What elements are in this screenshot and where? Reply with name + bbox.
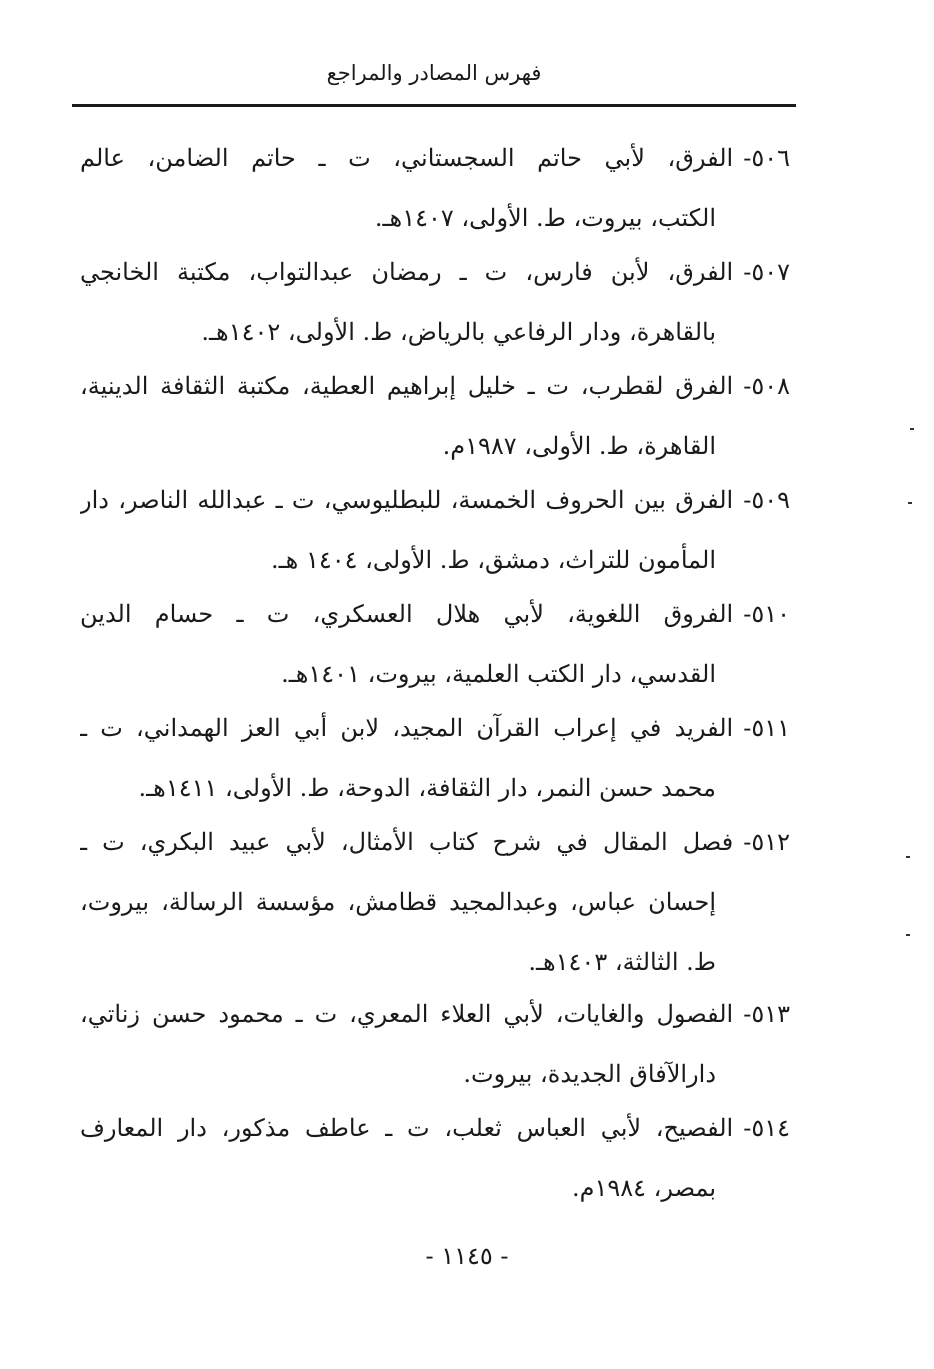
reference-entry-512 [80,812,790,992]
entry-text-line: القدسي، دار الكتب العلمية، بيروت، ١٤٠١هـ. [281,660,716,688]
entry-text-line: بمصر، ١٩٨٤م. [571,1174,716,1202]
reference-entry-506 [80,128,790,248]
entry-number: ٥٠٧- [743,258,790,286]
entry-text-line: إحسان عباس، وعبدالمجيد قطامش، مؤسسة الرسالة، بيروت، [80,888,716,916]
entry-text-line: الفرق بين الحروف الخمسة، للبطليوسي، ت ـ عبدالله الناصر، دار [80,486,734,514]
entry-number: ٥١٣- [743,1000,790,1028]
entry-number: ٥١٠- [743,600,790,628]
page-number: - ١١٤٥ - [425,1242,509,1270]
entry-number: ٥١٢- [743,828,790,856]
entry-number: ٥٠٨- [743,372,790,400]
reference-entry-510 [80,584,790,704]
reference-entry-507 [80,242,790,362]
entry-text-line: بالقاهرة، ودار الرفاعي بالرياض، ط. الأولى، ١٤٠٢هـ. [201,318,716,346]
entry-number: ٥٠٩- [743,486,790,514]
scan-speck [906,934,910,936]
entry-number: ٥٠٦- [743,144,790,172]
reference-entry-511 [80,698,790,818]
reference-entry-514 [80,1098,790,1218]
scan-speck [906,856,910,858]
reference-entry-508 [80,356,790,476]
entry-text-line: الفروق اللغوية، لأبي هلال العسكري، ت ـ حسام الدين [80,600,734,628]
entry-number: ٥١١- [743,714,790,742]
entry-text-line: الفريد في إعراب القرآن المجيد، لابن أبي العز الهمداني، ت ـ [80,714,734,742]
entry-text-line: المأمون للتراث، دمشق، ط. الأولى، ١٤٠٤ هـ. [270,546,716,574]
scan-speck [910,428,914,430]
entry-text-line: فصل المقال في شرح كتاب الأمثال، لأبي عبيد البكري، ت ـ [80,828,734,856]
entry-text-line: الفصول والغايات، لأبي العلاء المعري، ت ـ محمود حسن زناتي، [80,1000,734,1028]
entry-number: ٥١٤- [743,1114,790,1142]
entry-text-line: محمد حسن النمر، دار الثقافة، الدوحة، ط. الأولى، ١٤١١هـ. [138,774,716,802]
reference-entry-509 [80,470,790,590]
entry-text-line: الفرق لقطرب، ت ـ خليل إبراهيم العطية، مكتبة الثقافة الدينية، [80,372,734,400]
running-header: فهرس المصادر والمراجع [326,61,542,85]
entry-text-line: ط. الثالثة، ١٤٠٣هـ. [528,948,716,976]
entry-text-line: الفرق، لأبي حاتم السجستاني، ت ـ حاتم الضامن، عالم [80,144,734,172]
entry-text-line: دارالآفاق الجديدة، بيروت. [463,1060,716,1088]
entry-text-line: الفرق، لأبن فارس، ت ـ رمضان عبدالتواب، مكتبة الخانجي [80,258,734,286]
entry-text-line: الفصيح، لأبي العباس ثعلب، ت ـ عاطف مذكور، دار المعارف [80,1114,734,1142]
entry-text-line: القاهرة، ط. الأولى، ١٩٨٧م. [442,432,716,460]
entry-text-line: الكتب، بيروت، ط. الأولى، ١٤٠٧هـ. [374,204,716,232]
reference-entry-513 [80,984,790,1104]
scan-speck [908,502,912,504]
